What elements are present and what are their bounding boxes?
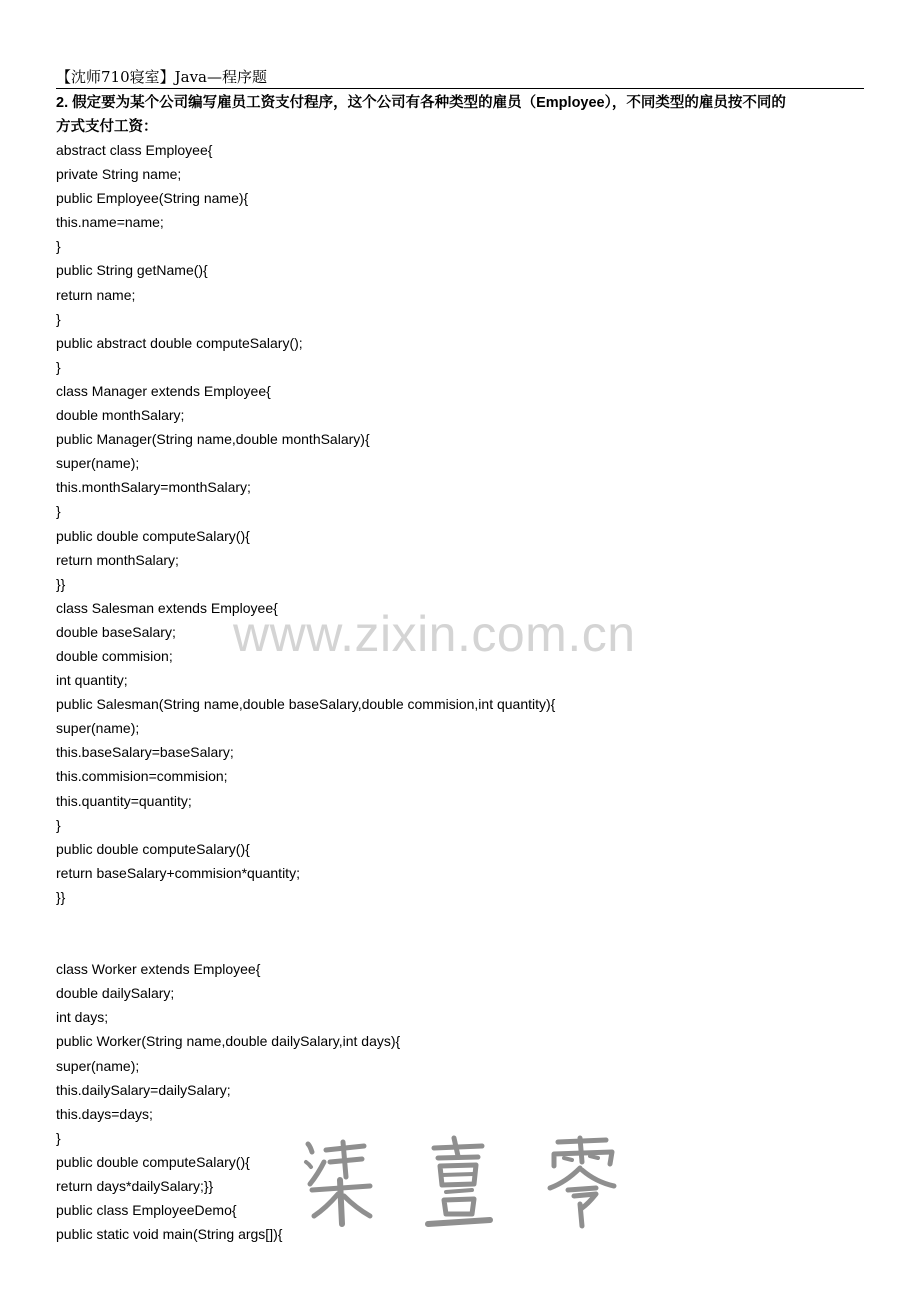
- code-line: public Salesman(String name,double baseSalary,double commision,int quantity){: [56, 696, 556, 713]
- code-line: int quantity;: [56, 672, 128, 689]
- code-line: this.dailySalary=dailySalary;: [56, 1081, 231, 1098]
- code-line: super(name);: [56, 1057, 140, 1074]
- code-line: public String getName(){: [56, 262, 208, 279]
- code-line: this.commision=commision;: [56, 768, 228, 785]
- code-line: [56, 933, 876, 957]
- code-line: this.quantity=quantity;: [56, 792, 192, 809]
- code-line: public static void main(String args[]){: [56, 1226, 283, 1243]
- code-line: double monthSalary;: [56, 407, 185, 424]
- code-line: return monthSalary;: [56, 551, 179, 568]
- seal-char-yi: [428, 1138, 490, 1224]
- code-line: }: [56, 1129, 61, 1146]
- code-line: super(name);: [56, 455, 140, 472]
- code-line: this.days=days;: [56, 1105, 153, 1122]
- code-line: public abstract double computeSalary();: [56, 334, 303, 351]
- code-line: double commision;: [56, 647, 173, 664]
- code-line: abstract class Employee{: [56, 142, 213, 158]
- code-block: [56, 138, 876, 1246]
- code-line: private String name;: [56, 166, 182, 183]
- code-line: double baseSalary;: [56, 623, 176, 640]
- code-line: this.monthSalary=monthSalary;: [56, 479, 251, 496]
- code-line: class Salesman extends Employee{: [56, 599, 278, 616]
- code-line: public double computeSalary(){: [56, 527, 250, 544]
- question-line-1: 2. 假定要为某个公司编写雇员工资支付程序，这个公司有各种类型的雇员（Employee），不同类型的雇员按不同的: [56, 95, 786, 111]
- calligraphy-seal: [296, 1132, 626, 1232]
- code-line: return name;: [56, 286, 136, 303]
- code-line: return baseSalary+commision*quantity;: [56, 864, 300, 881]
- code-line: }}: [56, 575, 66, 592]
- code-line: }: [56, 503, 61, 520]
- code-line: }: [56, 358, 61, 375]
- code-line: class Worker extends Employee{: [56, 961, 261, 978]
- code-line: }}: [56, 888, 66, 905]
- seal-char-ling: [550, 1138, 614, 1226]
- code-line: this.name=name;: [56, 214, 164, 231]
- code-line: double dailySalary;: [56, 985, 175, 1002]
- code-line: public Employee(String name){: [56, 190, 249, 207]
- code-line: }: [56, 238, 61, 255]
- code-line: public class EmployeeDemo{: [56, 1202, 237, 1219]
- code-line: this.baseSalary=baseSalary;: [56, 744, 234, 761]
- code-line: }: [56, 816, 61, 833]
- code-line: class Manager extends Employee{: [56, 382, 271, 399]
- code-line: }: [56, 310, 61, 327]
- code-line: public Manager(String name,double monthSalary){: [56, 431, 370, 448]
- watermark-text: www.zixin.com.cn: [233, 606, 636, 662]
- seal-char-qi: [306, 1142, 370, 1224]
- code-line: return days*dailySalary;}}: [56, 1178, 214, 1195]
- code-line: super(name);: [56, 720, 140, 737]
- code-line: int days;: [56, 1009, 109, 1026]
- code-line: public Worker(String name,double dailySalary,int days){: [56, 1033, 401, 1050]
- question-text: [56, 91, 868, 139]
- page-header: 【沈师710寝室】Java—程序题: [56, 66, 864, 89]
- code-line: public double computeSalary(){: [56, 1153, 250, 1170]
- question-line-2: 方式支付工资：: [56, 119, 158, 135]
- code-line: [56, 909, 876, 933]
- code-line: public double computeSalary(){: [56, 840, 250, 857]
